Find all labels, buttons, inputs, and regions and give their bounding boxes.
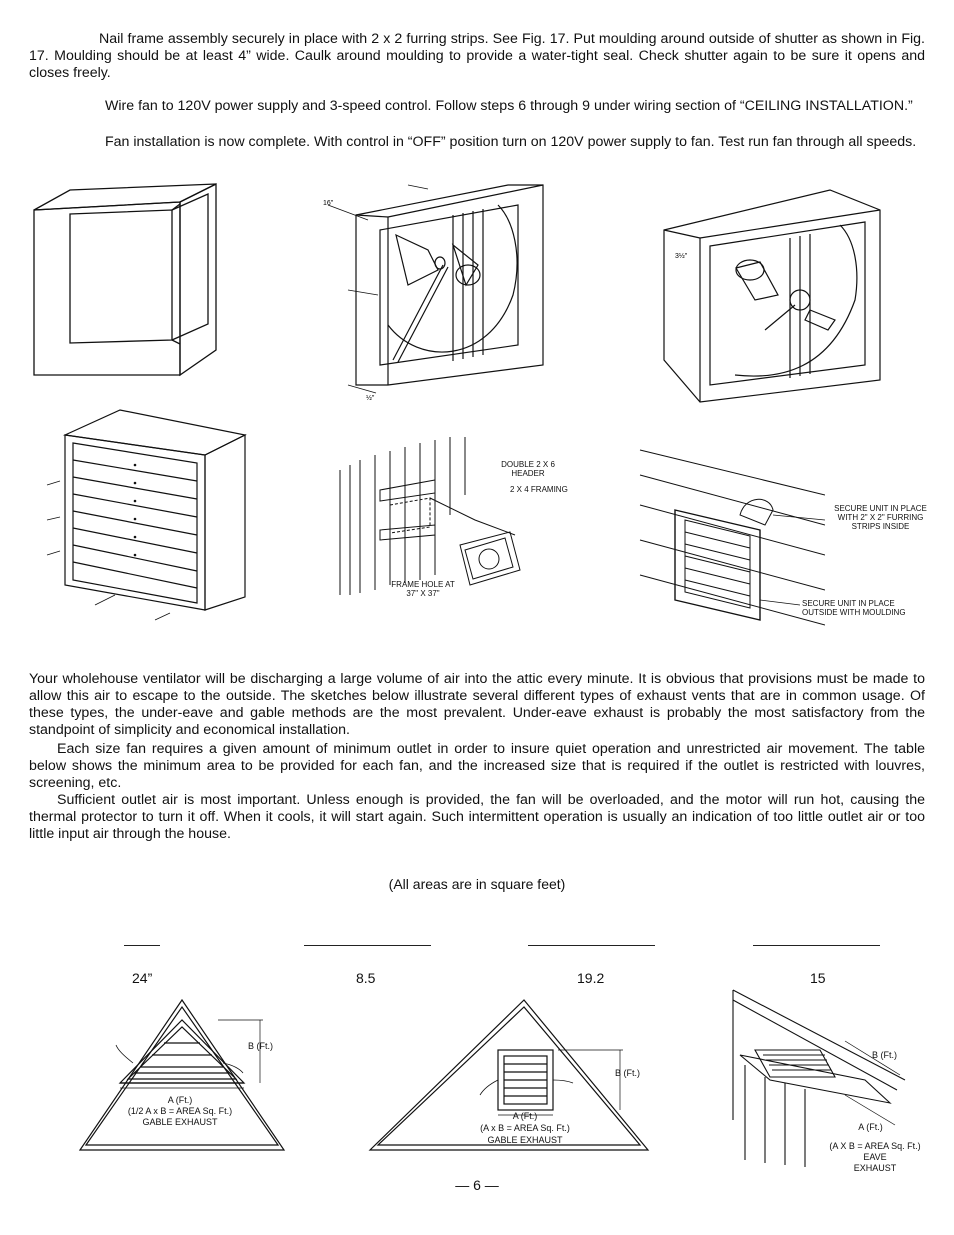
table-caption: (All areas are in square feet) (388, 876, 566, 892)
fig2-dim-bottom: ½" (366, 395, 375, 402)
instruction-paragraph-1 (29, 31, 925, 82)
fig3-dim: 3½" (675, 253, 688, 260)
ventilation-paragraph-2 (29, 741, 925, 792)
framing-label: 2 X 4 FRAMING (510, 485, 568, 494)
gable2-a-label: A (Ft.) (512, 1111, 538, 1121)
siding-installation-figure (635, 440, 825, 640)
instruction-paragraph-2 (29, 98, 925, 115)
eave-a-label: A (Ft.) (858, 1122, 883, 1132)
table-header-line-4 (753, 945, 880, 946)
frame-hole-label: FRAME HOLE AT 37" X 37" (391, 580, 455, 598)
instruction-text-2: Wire fan to 120V power supply and 3-speed control. Follow steps 6 through 9 under wiring section of “CEILING INSTALLATION.” (105, 98, 913, 114)
gable1-formula: (1/2 A x B = AREA Sq. Ft.) (127, 1106, 233, 1116)
table-value-3: 19.2 (577, 970, 605, 986)
shutter-frame-figure (30, 180, 220, 380)
table-value-4: 15 (810, 970, 826, 986)
page-number: — 6 — (455, 1177, 499, 1193)
ventilation-text-3: Sufficient outlet air is most important. Unless enough is provided, the fan will be overloaded, and the motor will run hot, causing the thermal protector to turn it off. When it cools, it will start again. Such intermittent operation is usually an indication of too little outlet air or too little input air through the house. (29, 792, 925, 842)
gable-exhaust-diagram-1 (78, 995, 288, 1155)
header-label: DOUBLE 2 X 6 HEADER (501, 460, 555, 478)
table-header-line-2 (304, 945, 431, 946)
fig2-dim-top: 16" (323, 200, 334, 207)
gable2-formula: (A x B = AREA Sq. Ft.) (480, 1123, 570, 1133)
eave-b-label: B (Ft.) (872, 1050, 897, 1060)
table-header-line-3 (528, 945, 655, 946)
fan-in-frame-figure (318, 175, 553, 405)
gable1-name: GABLE EXHAUST (142, 1117, 218, 1127)
table-value-2: 8.5 (356, 970, 376, 986)
instruction-paragraph-3 (29, 134, 925, 151)
gable1-a-label: A (Ft.) (167, 1095, 193, 1105)
fan-unit-figure (660, 180, 885, 405)
ventilation-paragraph-1: Your wholehouse ventilator will be discharging a large volume of air into the attic every minute. It is obvious that provisions must be made to allow this air to escape to the outside. The sketches below illustrate several different types of exhaust vents that are in common usage. Of these types, the under-eave and gable methods are the most prevalent. Under-eave exhaust is probably the most satisfactory from the standpoint of simplicity and economical installation. (29, 671, 925, 738)
gable1-b-label: B (Ft.) (248, 1041, 273, 1051)
ventilation-paragraph-3 (29, 792, 925, 843)
gable2-b-label: B (Ft.) (615, 1068, 640, 1078)
table-value-1: 24” (132, 970, 153, 986)
gable2-name: GABLE EXHAUST (487, 1135, 563, 1145)
eave-name-2: EXHAUST (853, 1163, 897, 1173)
eave-name-1: EAVE (863, 1152, 887, 1162)
ventilation-text-2: Each size fan requires a given amount of minimum outlet in order to insure quiet operation and unrestricted air movement. The table below shows the minimum area to be provided for each fan, and the increased size that is required if the outlet is restricted with louvres, screening, etc. (29, 741, 925, 791)
secure-inside-label: SECURE UNIT IN PLACE WITH 2" X 2" FURRING STRIPS INSIDE (834, 504, 927, 531)
secure-outside-label: SECURE UNIT IN PLACE OUTSIDE WITH MOULDING (802, 599, 906, 617)
eave-formula: (A X B = AREA Sq. Ft.) (829, 1141, 921, 1151)
shutter-louver-figure (45, 405, 255, 630)
instruction-text-1: Nail frame assembly securely in place with 2 x 2 furring strips. See Fig. 17. Put moulding around outside of shutter as shown in Fig. 17. Moulding should be at least 4” wide. Caulk around moulding to provide a water-tight seal. Check shutter again to be sure it opens and closes freely. (29, 31, 925, 81)
instruction-text-3: Fan installation is now complete. With control in “OFF” position turn on 120V power supply to fan. Test run fan through all speeds. (105, 134, 917, 150)
table-header-line-1 (124, 945, 160, 946)
